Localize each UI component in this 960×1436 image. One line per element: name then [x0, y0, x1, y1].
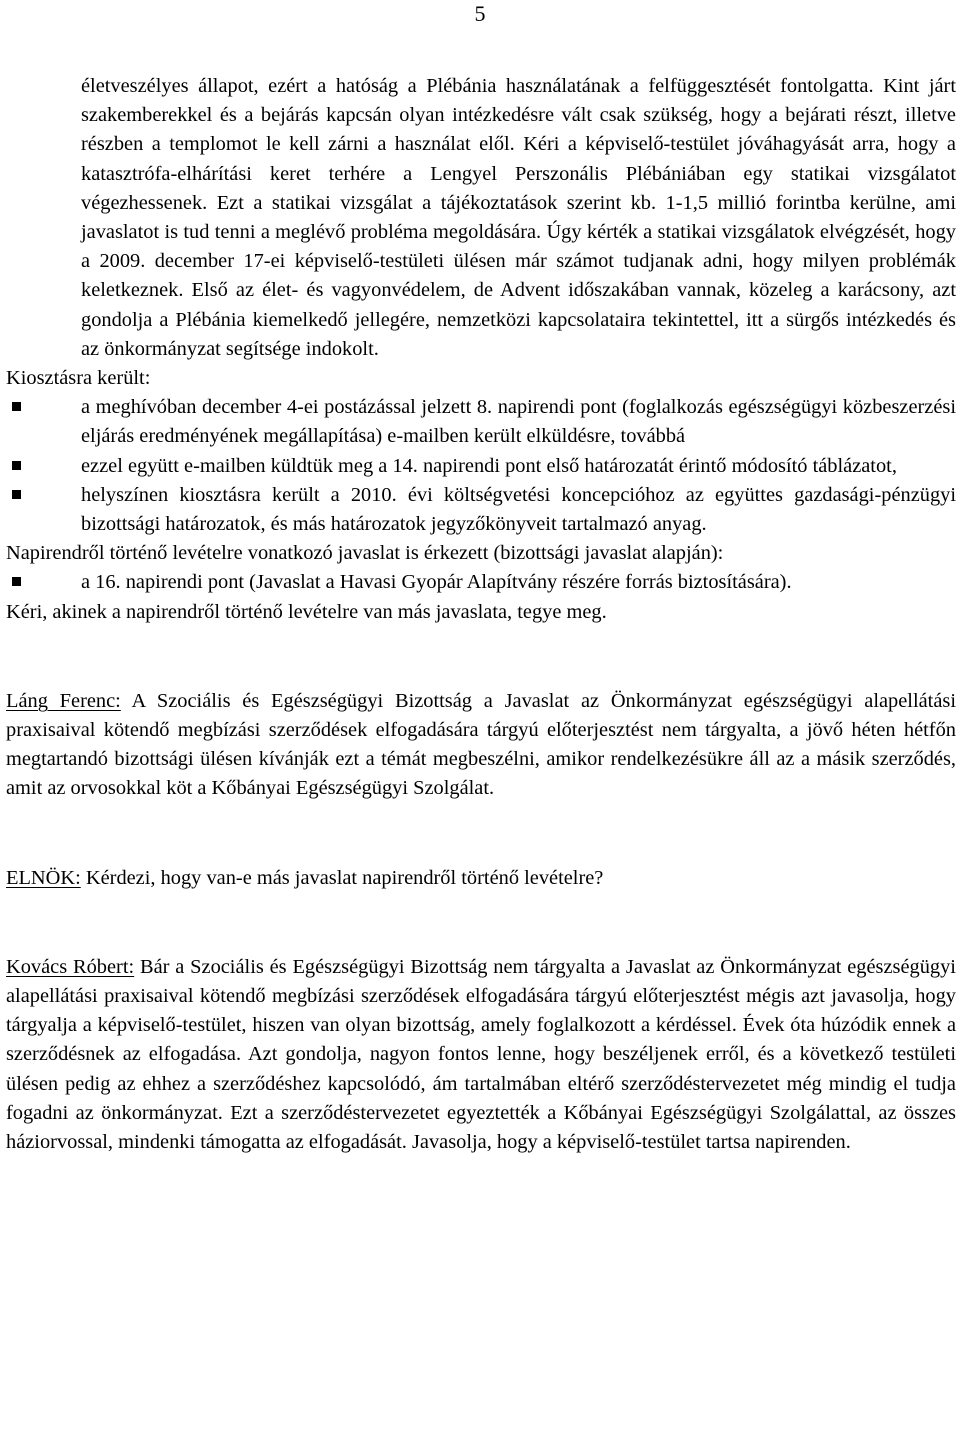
speech-elnok [6, 864, 956, 893]
withdrawal-heading: Napirendről történő levételre vonatkozó javaslat is érkezett (bizottsági javaslat alapján): [6, 542, 724, 565]
speech-text: Bár a Szociális és Egészségügyi Bizottság nem tárgyalta a Javaslat az Önkormányzat egészségügyi alapellátási praxisaival kötendő megbízási szerződések elfogadására tárgyú előterjesztést mégis azt javasolja, hogy tárgyalja a képviselő-testület, hiszen van olyan bizottság, amely foglalkozott a kérdéssel. Évek óta húzódik ennek a szerződésnek az elfogadása. Azt gondolja, nagyon fontos lenne, hogy beszéljenek erről, és a következő testületi ülésen pedig az ehhez a szerződéshez kapcsolódó, ám tartalmában eltérő szerződéstervezetet még mindig el tudja fogadni az önkormányzat. Ezt a szerződéstervezetet egyeztették a Kőbányai Egészségügyi Szolgálattal, az összes háziorvossal, mindenki támogatta az elfogadását. Javasolja, hogy a képviselő-testület tartsa napirenden. [6, 955, 956, 1154]
speech-lang-ferenc [6, 687, 956, 804]
speech-kovacs-robert [6, 953, 956, 1157]
bullet-square-icon [12, 577, 21, 586]
bullet-text: helyszínen kiosztásra került a 2010. évi költségvetési koncepcióhoz az együttes gazdasági-pénzügyi bizottsági határozatok, és más határozatok jegyzőkönyveit tartalmazó anyag. [81, 483, 956, 536]
bullet-square-icon [12, 490, 21, 499]
speech-text: Kérdezi, hogy van-e más javaslat napirendről történő levételre? [85, 866, 604, 889]
page-number: 5 [474, 1, 486, 26]
document-body [6, 72, 956, 1157]
bullet-square-icon [12, 461, 21, 470]
bullet-item [6, 393, 956, 451]
continued-paragraph: életveszélyes állapot, ezért a hatóság a Plébánia használatának a felfüggesztését fontolgatta. Kint járt szakemberekkel és a bejárás kapcsán olyan intézkedésre vált csak szükség, hogy a bejárati részt, illetve részben a templomot le kell zárni a használat elől. Kéri a képviselő-testület jóváhagyását arra, hogy a katasztrófa-elhárítási keret terhére a Lengyel Perszonális Plébániában egy statikai vizsgálatot végezhessenek. Ezt a statikai vizsgálat a tájékoztatások szerint kb. 1-1,5 millió forintba kerülne, ami javaslatot is tud tenni a meglévő probléma megoldására. Úgy kérték a statikai vizsgálatok elvégzését, hogy a 2009. december 17-ei képviselő-testületi ülésen már számot tudjanak adni, hogy milyen problémák keletkeznek. Első az élet- és vagyonvédelem, de Advent időszakában vannak, közeleg a karácsony, azt gondolja a Plébánia kiemelkedő jellegére, nemzetközi kapcsolataira tekintettel, itt a sürgős intézkedés és az önkormányzat segítsége indokolt. [81, 75, 956, 360]
bullet-text: a meghívóban december 4-ei postázással jelzett 8. napirendi pont (foglalkozás egészségügyi közbeszerzési eljárás eredményének megállapítása) e-mailben került elküldésre, továbbá [81, 396, 956, 448]
bullet-text: a 16. napirendi pont (Javaslat a Havasi Gyopár Alapítvány részére forrás biztosítására). [81, 571, 792, 594]
bullet-item [6, 452, 956, 481]
distributed-heading: Kiosztásra került: [6, 367, 151, 390]
closing-line: Kéri, akinek a napirendről történő levételre van más javaslata, tegye meg. [6, 600, 607, 623]
speaker-name: Láng Ferenc: [6, 689, 121, 712]
bullet-square-icon [12, 402, 21, 411]
speech-text: A Szociális és Egészségügyi Bizottság a Javaslat az Önkormányzat egészségügyi alapellátási praxisaival kötendő megbízási szerződések elfogadására tárgyú előterjesztést nem tárgyalta, a jövő héten hétfőn megtartandó bizottsági ülésen kívánják ezt a témát megbeszélni, amikor rendelkezésükre áll az a másik szerződés, amit az orvosokkal köt a Kőbányai Egészségügyi Szolgálat. [6, 689, 956, 800]
speaker-name: Kovács Róbert: [6, 955, 135, 978]
bullet-item [6, 568, 956, 597]
speaker-name: ELNÖK: [6, 866, 81, 889]
bullet-text: ezzel együtt e-mailben küldtük meg a 14. napirendi pont első határozatát érintő módosító táblázatot, [81, 454, 897, 477]
bullet-item [6, 481, 956, 539]
